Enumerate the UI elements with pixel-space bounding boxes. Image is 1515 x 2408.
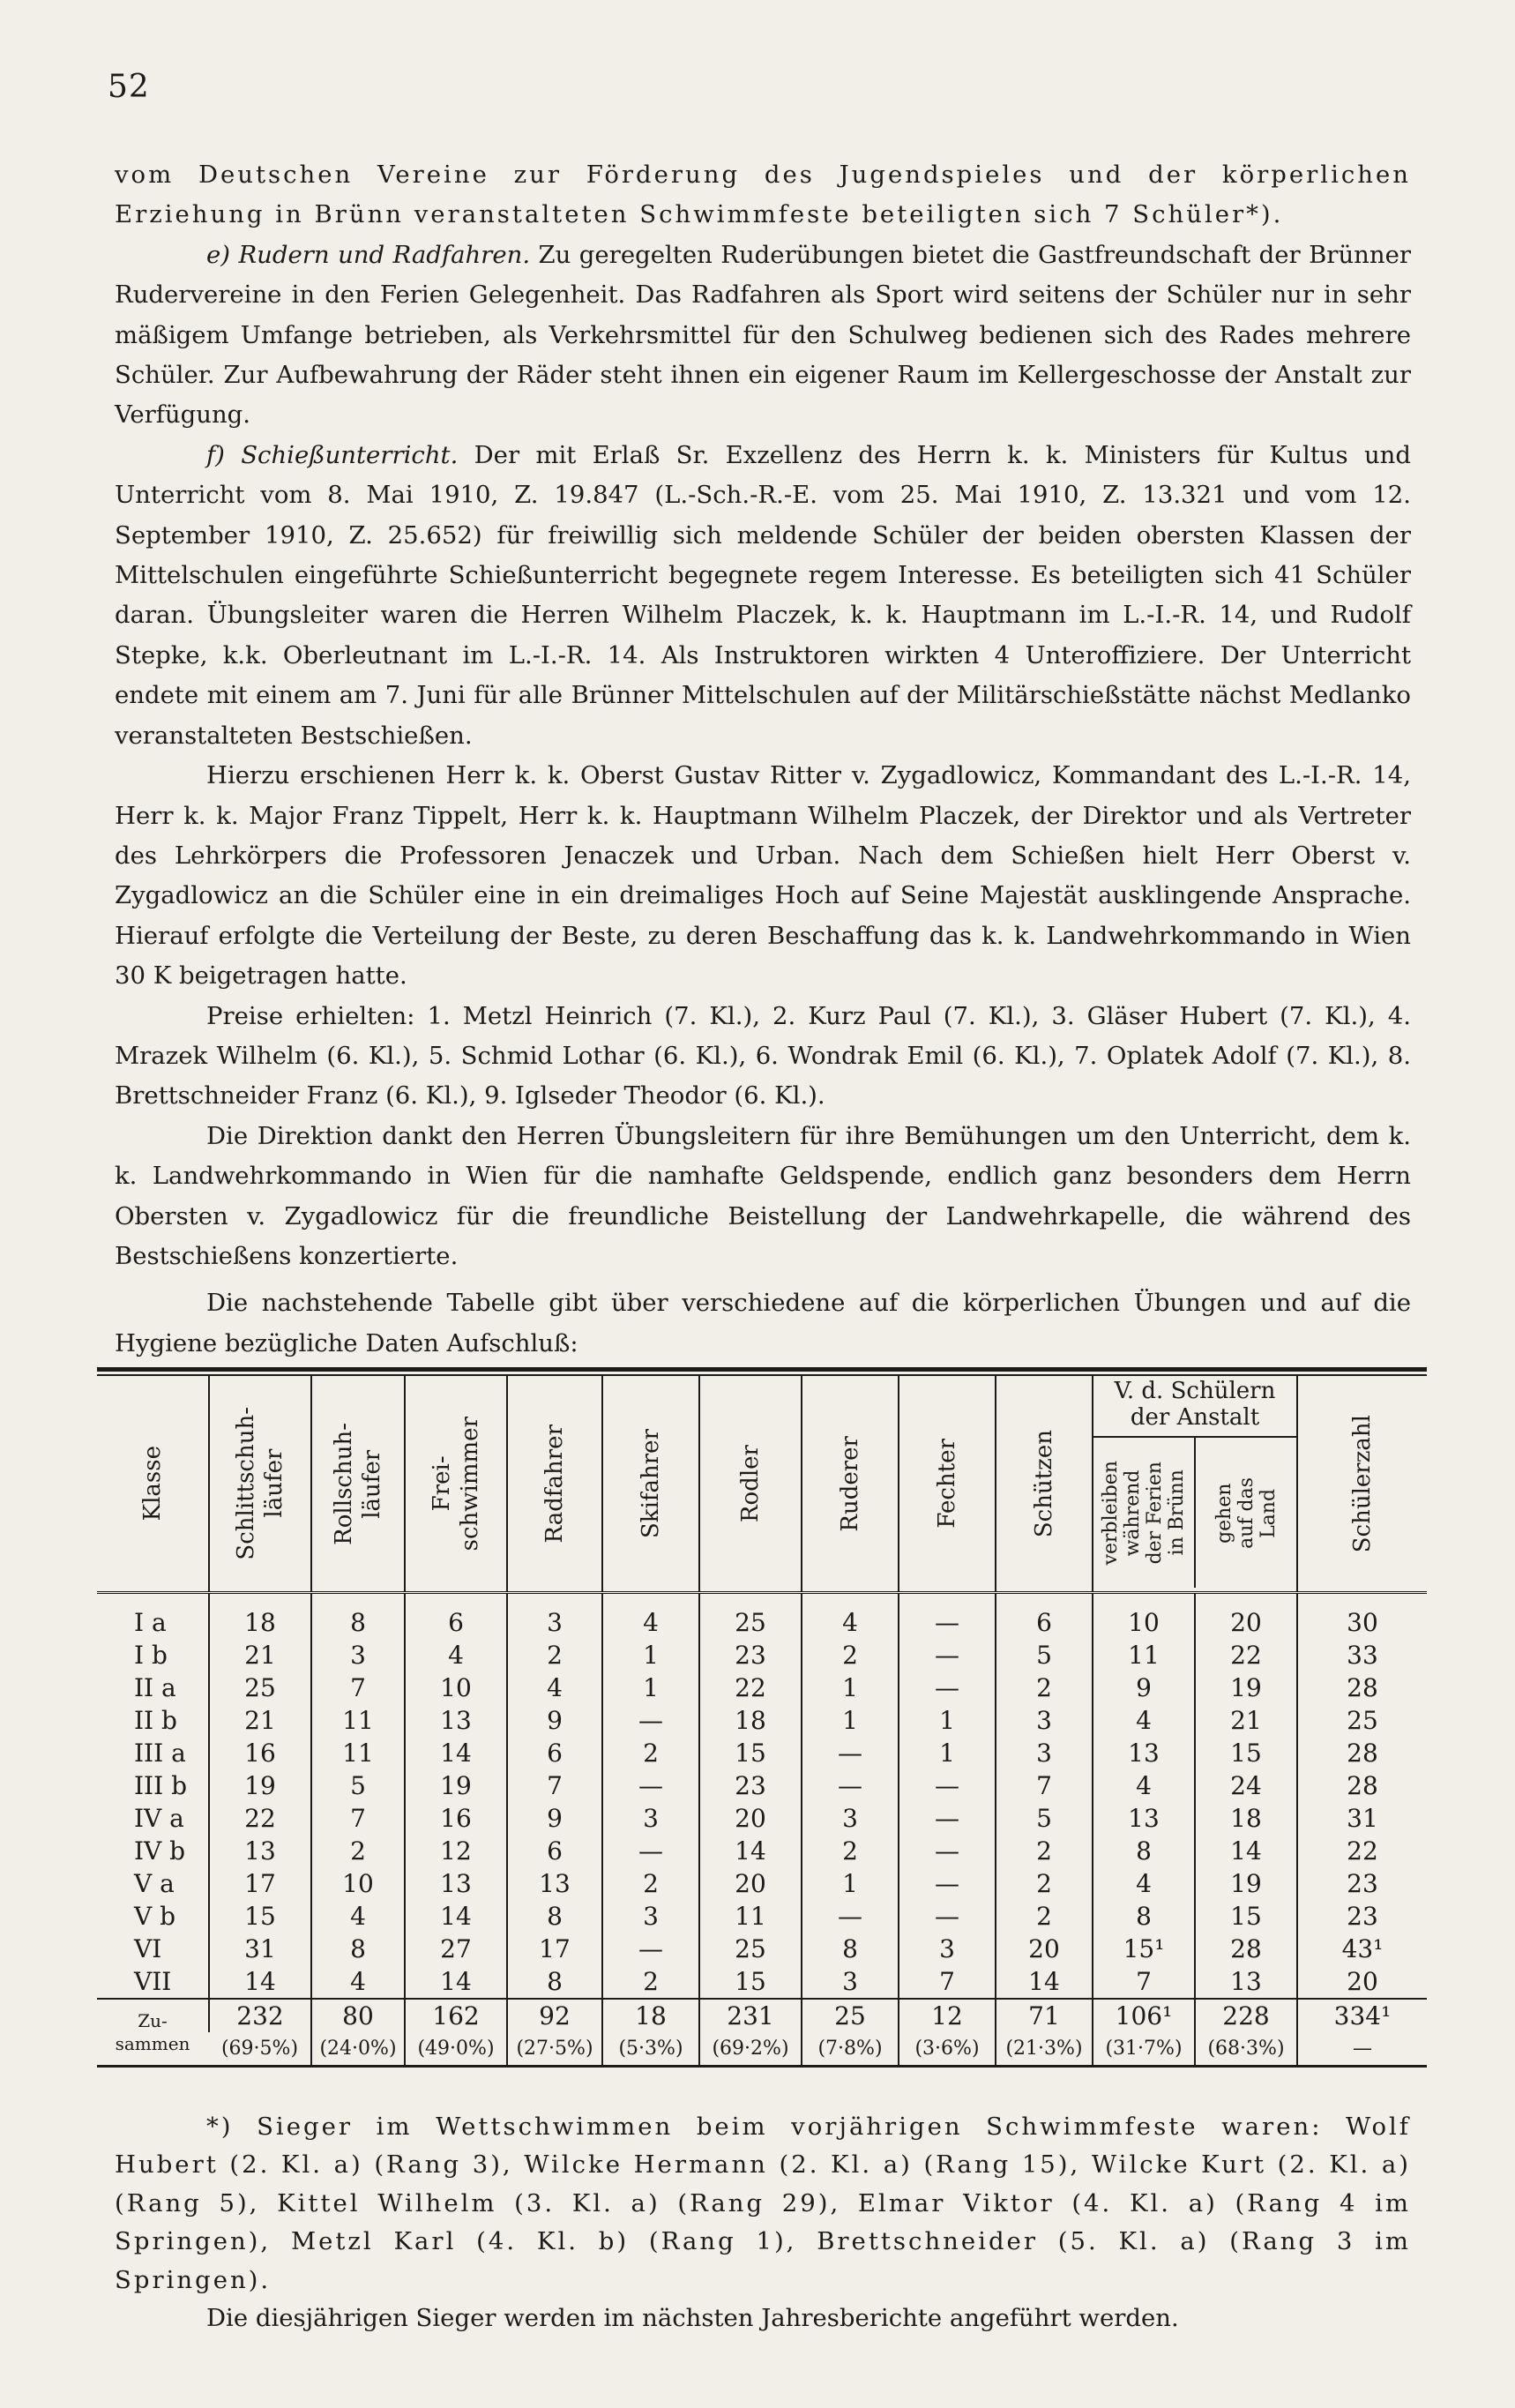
total-cell: 334¹ bbox=[1297, 1999, 1427, 2032]
value-cell: 2 bbox=[602, 1737, 699, 1769]
column-header-label: Schülerzahl bbox=[1349, 1414, 1376, 1553]
value-cell: 11 bbox=[311, 1704, 405, 1737]
value-cell: 13 bbox=[209, 1835, 311, 1867]
value-cell: 21 bbox=[209, 1704, 311, 1737]
percent-cell: (31·7%) bbox=[1093, 2032, 1195, 2065]
value-cell: 25 bbox=[699, 1933, 802, 1965]
percent-cell: (49·0%) bbox=[405, 2032, 507, 2065]
table-body bbox=[97, 1593, 1427, 2066]
value-cell: 17 bbox=[209, 1867, 311, 1900]
group-subheader-label: verbleiben während der Ferien in Brünn bbox=[1100, 1460, 1188, 1566]
value-cell: 22 bbox=[209, 1802, 311, 1835]
column-header bbox=[507, 1376, 602, 1593]
value-cell: 20 bbox=[1195, 1593, 1297, 1640]
value-cell: 19 bbox=[1195, 1867, 1297, 1900]
value-cell: 8 bbox=[507, 1900, 602, 1933]
column-header bbox=[899, 1376, 996, 1593]
value-cell: 15 bbox=[699, 1965, 802, 1999]
value-cell: 14 bbox=[209, 1965, 311, 1999]
value-cell: 19 bbox=[1195, 1671, 1297, 1704]
percent-cell: — bbox=[1297, 2032, 1427, 2065]
table-row bbox=[97, 1769, 1427, 1802]
value-cell: 31 bbox=[209, 1933, 311, 1965]
totals-label: Zu- sammen bbox=[97, 1999, 209, 2065]
value-cell: 15 bbox=[1195, 1737, 1297, 1769]
class-cell: I b bbox=[134, 1641, 168, 1670]
group-subheader bbox=[1093, 1438, 1194, 1588]
section-e-paragraph bbox=[115, 236, 1411, 436]
value-cell: 11 bbox=[699, 1900, 802, 1933]
value-cell: 1 bbox=[899, 1704, 996, 1737]
percent-cell: (69·5%) bbox=[220, 2038, 299, 2060]
value-cell: 9 bbox=[507, 1704, 602, 1737]
value-cell: 13 bbox=[405, 1867, 507, 1900]
group-header bbox=[1093, 1376, 1297, 1593]
column-header bbox=[405, 1376, 507, 1593]
value-cell: — bbox=[602, 1933, 699, 1965]
value-cell: 8 bbox=[802, 1933, 899, 1965]
percent-cell: (68·3%) bbox=[1195, 2032, 1297, 2065]
group-subheaders bbox=[1093, 1438, 1296, 1588]
total-cell: 162 bbox=[405, 1999, 507, 2032]
value-cell: 43¹ bbox=[1297, 1933, 1427, 1965]
class-cell: III a bbox=[134, 1739, 186, 1768]
value-cell: 13 bbox=[1093, 1802, 1195, 1835]
body-text bbox=[115, 155, 1411, 1364]
footnote-winners: *) Sieger im Wettschwimmen beim vorjährigen Schwimmfeste waren: Wolf Hubert (2. Kl. a) (Rang 3), Wilcke Hermann (2. Kl. a) (Rang 15), Wilcke Kurt (2. Kl. a) (Rang 5), Kittel Wilhelm (3. Kl. a) (Rang 29), Elmar Viktor (4. Kl. a) (Rang 4 im Springen), Metzl Karl (4. Kl. b) (Rang 1), Brettschneider (5. Kl. a) (Rang 3 im Springen). bbox=[115, 2113, 1411, 2294]
value-cell: — bbox=[899, 1867, 996, 1900]
percent-cell: (69·2%) bbox=[699, 2032, 802, 2065]
value-cell: — bbox=[602, 1835, 699, 1867]
value-cell: 1 bbox=[602, 1639, 699, 1671]
value-cell: 8 bbox=[1093, 1900, 1195, 1933]
statistics-table bbox=[97, 1367, 1427, 2068]
value-cell: 15¹ bbox=[1093, 1933, 1195, 1965]
value-cell: 9 bbox=[507, 1802, 602, 1835]
value-cell: 20 bbox=[1297, 1965, 1427, 1999]
value-cell: 3 bbox=[311, 1639, 405, 1671]
section-e-heading: e) Rudern und Radfahren. bbox=[206, 240, 531, 269]
value-cell: 4 bbox=[405, 1639, 507, 1671]
group-subheader bbox=[1194, 1438, 1296, 1588]
value-cell: 21 bbox=[209, 1639, 311, 1671]
value-cell: 6 bbox=[507, 1835, 602, 1867]
total-cell: 80 bbox=[311, 1999, 405, 2032]
value-cell: 2 bbox=[996, 1835, 1093, 1867]
value-cell: 17 bbox=[507, 1933, 602, 1965]
value-cell: 8 bbox=[311, 1933, 405, 1965]
value-cell: 13 bbox=[405, 1704, 507, 1737]
value-cell: 2 bbox=[996, 1867, 1093, 1900]
value-cell: 33 bbox=[1297, 1639, 1427, 1671]
column-header bbox=[209, 1376, 311, 1593]
class-cell: I a bbox=[134, 1608, 167, 1637]
value-cell: 18 bbox=[699, 1704, 802, 1737]
value-cell: 9 bbox=[1093, 1671, 1195, 1704]
table-row bbox=[97, 1593, 1427, 1640]
total-cell: 71 bbox=[996, 1999, 1093, 2032]
footnote bbox=[115, 2108, 1411, 2337]
total-cell: 106¹ bbox=[1093, 1999, 1195, 2032]
percent-cell: (7·8%) bbox=[802, 2032, 899, 2065]
intro-paragraph: vom Deutschen Vereine zur Förderung des Jugendspieles und der körperlichen Erziehung in Brünn veranstalteten Schwimmfeste beteiligten sich 7 Schüler*). bbox=[115, 161, 1411, 229]
value-cell: 1 bbox=[802, 1867, 899, 1900]
value-cell: 16 bbox=[209, 1737, 311, 1769]
class-cell: II b bbox=[134, 1706, 177, 1735]
value-cell: 25 bbox=[209, 1671, 311, 1704]
value-cell: — bbox=[802, 1900, 899, 1933]
value-cell: 2 bbox=[802, 1835, 899, 1867]
value-cell: 15 bbox=[209, 1900, 311, 1933]
column-header-label: Skifahrer bbox=[638, 1429, 664, 1538]
value-cell: 2 bbox=[996, 1900, 1093, 1933]
value-cell: 2 bbox=[602, 1965, 699, 1999]
value-cell: 15 bbox=[1195, 1900, 1297, 1933]
value-cell: 14 bbox=[405, 1900, 507, 1933]
total-cell: 92 bbox=[507, 1999, 602, 2032]
value-cell: 14 bbox=[996, 1965, 1093, 1999]
column-header bbox=[996, 1376, 1093, 1593]
table-row bbox=[97, 1933, 1427, 1965]
value-cell: 7 bbox=[899, 1965, 996, 1999]
value-cell: 7 bbox=[311, 1802, 405, 1835]
value-cell: 28 bbox=[1297, 1671, 1427, 1704]
column-header-label: Ruderer bbox=[837, 1435, 863, 1532]
value-cell: 2 bbox=[802, 1639, 899, 1671]
value-cell: 4 bbox=[1093, 1769, 1195, 1802]
value-cell: — bbox=[899, 1835, 996, 1867]
class-cell: III b bbox=[134, 1771, 188, 1800]
table-row bbox=[97, 1900, 1427, 1933]
value-cell: 23 bbox=[699, 1769, 802, 1802]
section-f-heading: f) Schießunterricht. bbox=[206, 440, 459, 469]
class-cell: IV b bbox=[134, 1836, 186, 1866]
column-header-label: Radfahrer bbox=[541, 1424, 568, 1544]
table-row bbox=[97, 1704, 1427, 1737]
value-cell: 15 bbox=[699, 1737, 802, 1769]
table-top-rule bbox=[97, 1367, 1427, 1372]
value-cell: — bbox=[802, 1769, 899, 1802]
value-cell: 6 bbox=[405, 1593, 507, 1640]
value-cell: 8 bbox=[1093, 1835, 1195, 1867]
value-cell: 19 bbox=[405, 1769, 507, 1802]
value-cell: 11 bbox=[1093, 1639, 1195, 1671]
table-row bbox=[97, 1737, 1427, 1769]
value-cell: — bbox=[899, 1671, 996, 1704]
value-cell: 7 bbox=[507, 1769, 602, 1802]
column-header bbox=[97, 1376, 209, 1593]
value-cell: 31 bbox=[1297, 1802, 1427, 1835]
guests-paragraph: Hierzu erschienen Herr k. k. Oberst Gustav Ritter v. Zygadlowicz, Kommandant des L.-I.-R. 14, Herr k. k. Major Franz Tippelt, Herr k. k. Hauptmann Wilhelm Placzek, der Direktor und als Vertreter des Lehrkörpers die Professoren Jenaczek und Urban. Nach dem Schießen hielt Herr Oberst v. Zygadlowicz an die Schüler eine in ein dreimaliges Hoch auf Seine Majestät ausklingende Ansprache. Hierauf erfolgte die Verteilung der Beste, zu deren Beschaffung das k. k. Landwehrkommando in Wien 30 K beigetragen hatte. bbox=[115, 761, 1411, 991]
table-row bbox=[97, 1867, 1427, 1900]
percent-cell: (21·3%) bbox=[996, 2032, 1093, 2065]
value-cell: 7 bbox=[311, 1671, 405, 1704]
value-cell: 4 bbox=[311, 1965, 405, 1999]
value-cell: 4 bbox=[311, 1900, 405, 1933]
value-cell: 5 bbox=[311, 1769, 405, 1802]
value-cell: 13 bbox=[1093, 1737, 1195, 1769]
table-row bbox=[97, 1639, 1427, 1671]
value-cell: 22 bbox=[1195, 1639, 1297, 1671]
value-cell: 4 bbox=[1093, 1867, 1195, 1900]
percent-cell: (3·6%) bbox=[899, 2032, 996, 2065]
value-cell: — bbox=[899, 1769, 996, 1802]
section-f-body: Der mit Erlaß Sr. Exzellenz des Herrn k. k. Ministers für Kultus und Unterricht vom 8. Mai 1910, Z. 19.847 (L.-Sch.-R.-E. vom 25. Mai 1910, Z. 13.321 und vom 12. September 1910, Z. 25.652) für freiwillig sich meldende Schüler der beiden obersten Klassen der Mittelschulen eingeführte Schießunterricht begegnete regem Interesse. Es beteiligten sich 41 Schüler daran. Übungsleiter waren die Herren Wilhelm Placzek, k. k. Hauptmann im L.-I.-R. 14, und Rudolf Stepke, k.k. Oberleutnant im L.-I.-R. 14. Als Instruktoren wirkten 4 Unteroffiziere. Der Unterricht endete mit einem am 7. Juni für alle Brünner Mittelschulen auf der Militärschießstätte nächst Medlanko veranstalteten Bestschießen. bbox=[115, 440, 1411, 750]
value-cell: 8 bbox=[311, 1593, 405, 1640]
footnote-next-year: Die diesjährigen Sieger werden im nächsten Jahresberichte angeführt werden. bbox=[206, 2304, 1179, 2333]
value-cell: 3 bbox=[602, 1802, 699, 1835]
value-cell: 22 bbox=[699, 1671, 802, 1704]
value-cell: — bbox=[802, 1737, 899, 1769]
column-header bbox=[802, 1376, 899, 1593]
value-cell: 13 bbox=[507, 1867, 602, 1900]
table-header-row bbox=[97, 1376, 1427, 1593]
value-cell: 5 bbox=[996, 1802, 1093, 1835]
value-cell: 3 bbox=[602, 1900, 699, 1933]
class-cell: VII bbox=[134, 1967, 172, 1996]
value-cell: 1 bbox=[802, 1704, 899, 1737]
value-cell: 7 bbox=[996, 1769, 1093, 1802]
value-cell: 30 bbox=[1297, 1593, 1427, 1640]
column-header-label: Klasse bbox=[139, 1446, 166, 1522]
value-cell: 16 bbox=[405, 1802, 507, 1835]
totals-row bbox=[97, 1999, 1427, 2032]
total-cell: 25 bbox=[802, 1999, 899, 2032]
value-cell: 5 bbox=[996, 1639, 1093, 1671]
column-header bbox=[1297, 1376, 1427, 1593]
table-row bbox=[97, 1965, 1427, 1999]
value-cell: 2 bbox=[996, 1671, 1093, 1704]
value-cell: 20 bbox=[996, 1933, 1093, 1965]
value-cell: 14 bbox=[699, 1835, 802, 1867]
value-cell: 1 bbox=[802, 1671, 899, 1704]
value-cell: 19 bbox=[209, 1769, 311, 1802]
value-cell: — bbox=[602, 1769, 699, 1802]
value-cell: 13 bbox=[1195, 1965, 1297, 1999]
value-cell: 3 bbox=[802, 1965, 899, 1999]
column-header-label: Fechter bbox=[934, 1439, 960, 1529]
value-cell: — bbox=[899, 1802, 996, 1835]
column-header-label: Rollschuh- läufer bbox=[331, 1422, 385, 1545]
percent-cell: (27·5%) bbox=[507, 2032, 602, 2065]
value-cell: 28 bbox=[1195, 1933, 1297, 1965]
value-cell: 23 bbox=[699, 1639, 802, 1671]
column-header-label: Schlittschuh- läufer bbox=[233, 1407, 287, 1560]
table-row bbox=[97, 1835, 1427, 1867]
value-cell: 28 bbox=[1297, 1737, 1427, 1769]
value-cell: 4 bbox=[1093, 1704, 1195, 1737]
group-subheader-label: gehen auf das Land bbox=[1213, 1477, 1280, 1549]
table-bottom-rule bbox=[97, 2065, 1427, 2068]
value-cell: 4 bbox=[802, 1593, 899, 1640]
value-cell: 18 bbox=[1195, 1802, 1297, 1835]
total-cell: 232 bbox=[209, 1999, 311, 2032]
value-cell: 21 bbox=[1195, 1704, 1297, 1737]
column-header-label: Rodler bbox=[737, 1444, 764, 1522]
value-cell: — bbox=[899, 1593, 996, 1640]
value-cell: — bbox=[899, 1639, 996, 1671]
value-cell: 3 bbox=[802, 1802, 899, 1835]
value-cell: 8 bbox=[507, 1965, 602, 1999]
value-cell: 10 bbox=[405, 1671, 507, 1704]
value-cell: 6 bbox=[996, 1593, 1093, 1640]
value-cell: 2 bbox=[602, 1867, 699, 1900]
class-cell: V a bbox=[134, 1869, 175, 1898]
class-cell: II a bbox=[134, 1673, 176, 1702]
value-cell: 2 bbox=[311, 1835, 405, 1867]
total-cell: 231 bbox=[699, 1999, 802, 2032]
value-cell: 4 bbox=[602, 1593, 699, 1640]
total-cell: 18 bbox=[602, 1999, 699, 2032]
class-cell: V b bbox=[134, 1902, 176, 1931]
value-cell: 4 bbox=[507, 1671, 602, 1704]
column-header bbox=[602, 1376, 699, 1593]
value-cell: 14 bbox=[405, 1737, 507, 1769]
value-cell: 14 bbox=[1195, 1835, 1297, 1867]
percent-cell: (5·3%) bbox=[602, 2032, 699, 2065]
value-cell: 10 bbox=[311, 1867, 405, 1900]
value-cell: 20 bbox=[699, 1802, 802, 1835]
value-cell: 10 bbox=[1093, 1593, 1195, 1640]
value-cell: 1 bbox=[602, 1671, 699, 1704]
value-cell: 3 bbox=[996, 1704, 1093, 1737]
column-header bbox=[699, 1376, 802, 1593]
value-cell: 12 bbox=[405, 1835, 507, 1867]
value-cell: 28 bbox=[1297, 1769, 1427, 1802]
value-cell: 24 bbox=[1195, 1769, 1297, 1802]
value-cell: 23 bbox=[1297, 1867, 1427, 1900]
value-cell: 18 bbox=[209, 1593, 311, 1640]
value-cell: — bbox=[899, 1900, 996, 1933]
value-cell: 20 bbox=[699, 1867, 802, 1900]
value-cell: 1 bbox=[899, 1737, 996, 1769]
group-header-title: V. d. Schülern der Anstalt bbox=[1093, 1376, 1296, 1438]
value-cell: 14 bbox=[405, 1965, 507, 1999]
value-cell: 2 bbox=[507, 1639, 602, 1671]
value-cell: 23 bbox=[1297, 1900, 1427, 1933]
section-e-body: Zu geregelten Ruderübungen bietet die Gastfreundschaft der Brünner Rudervereine in den Ferien Gelegenheit. Das Radfahren als Sport wird seitens der Schüler nur in sehr mäßigem Umfange betrieben, als Verkehrsmittel für den Schulweg bedienen sich des Rades mehrere Schüler. Zur Aufbewahrung der Räder steht ihnen ein eigener Raum im Kellergeschosse der Anstalt zur Verfügung. bbox=[115, 240, 1411, 430]
total-cell: 12 bbox=[899, 1999, 996, 2032]
class-cell: VI bbox=[134, 1934, 162, 1963]
value-cell: 6 bbox=[507, 1737, 602, 1769]
page-number: 52 bbox=[108, 69, 150, 105]
column-header-label: Schützen bbox=[1031, 1429, 1057, 1538]
statistics-grid bbox=[97, 1376, 1427, 2065]
section-f-paragraph bbox=[115, 436, 1411, 756]
table-row bbox=[97, 1671, 1427, 1704]
prizes-paragraph: Preise erhielten: 1. Metzl Heinrich (7. Kl.), 2. Kurz Paul (7. Kl.), 3. Gläser Hubert (7. Kl.), 4. Mrazek Wilhelm (6. Kl.), 5. Schmid Lothar (6. Kl.), 6. Wondrak Emil (6. Kl.), 7. Oplatek Adolf (7. Kl.), 8. Brettschneider Franz (6. Kl.), 9. Iglseder Theodor (6. Kl.). bbox=[115, 1001, 1411, 1111]
percent-cell: (24·0%) bbox=[311, 2032, 405, 2065]
total-cell: 228 bbox=[1195, 1999, 1297, 2032]
value-cell: 25 bbox=[1297, 1704, 1427, 1737]
value-cell: 3 bbox=[507, 1593, 602, 1640]
value-cell: 3 bbox=[899, 1933, 996, 1965]
value-cell: 3 bbox=[996, 1737, 1093, 1769]
table-row bbox=[97, 1802, 1427, 1835]
table-intro-paragraph: Die nachstehende Tabelle gibt über verschiedene auf die körperlichen Übungen und auf die Hygiene bezügliche Daten Aufschluß: bbox=[115, 1289, 1411, 1357]
percent-row bbox=[97, 2032, 1427, 2065]
thanks-paragraph: Die Direktion dankt den Herren Übungsleitern für ihre Bemühungen um den Unterricht, dem k. k. Landwehrkommando in Wien für die namhafte Geldspende, endlich ganz besonders dem Herrn Obersten v. Zygadlowicz für die freundliche Beistellung der Landwehrkapelle, die während des Bestschießens konzertierte. bbox=[115, 1121, 1411, 1270]
value-cell: 25 bbox=[699, 1593, 802, 1640]
column-header bbox=[311, 1376, 405, 1593]
value-cell: 27 bbox=[405, 1933, 507, 1965]
value-cell: 7 bbox=[1093, 1965, 1195, 1999]
value-cell: — bbox=[602, 1704, 699, 1737]
class-cell: IV a bbox=[134, 1804, 184, 1833]
value-cell: 22 bbox=[1297, 1835, 1427, 1867]
column-header-label: Frei- schwimmer bbox=[429, 1416, 483, 1552]
value-cell: 11 bbox=[311, 1737, 405, 1769]
